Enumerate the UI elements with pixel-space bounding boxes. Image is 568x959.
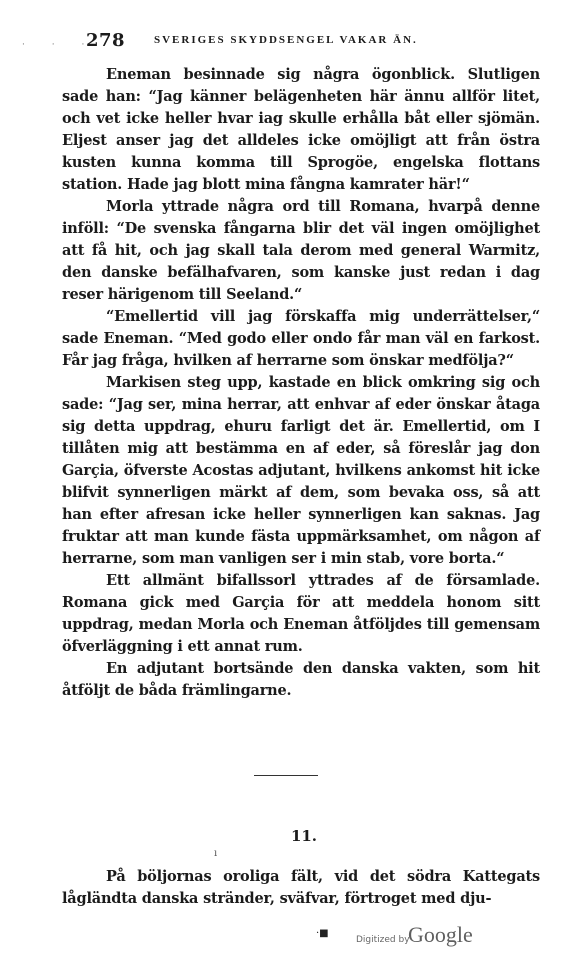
paragraph: Eneman besinnade sig några ögonblick. Slutligen sade han: “Jag känner belägenheten här ännu allför litet, och vet icke heller hvar iag skulle erhålla båt eller sjömän. Eljest anser jag det alldeles icke omöjligt att från östra kusten kunna komma till Sprogöe, engelska flottans station. Hade jag blott mina fångna kamrater här!“ bbox=[62, 66, 540, 193]
page-header bbox=[86, 30, 546, 54]
footer-mark: ·■ bbox=[316, 928, 329, 939]
paragraph: “Emellertid vill jag förskaffa mig underrättelser,“ sade Eneman. “Med godo eller ondo får man väl en farkost. Får jag fråga, hvilken af herrarne som önskar medfölja?“ bbox=[62, 308, 540, 369]
digitized-by-label: Digitized by bbox=[356, 935, 410, 945]
google-logo: Google bbox=[408, 922, 473, 947]
stray-ink-mark: ı bbox=[214, 848, 218, 859]
running-head: SVERIGES SKYDDSENGEL VAKAR ÄN. bbox=[154, 34, 418, 46]
paragraph: Morla yttrade några ord till Romana, hvarpå denne inföll: “De svenska fångarna blir det väl ingen omöjlighet att få hit, och jag skall tala derom med general Warmitz, den danske befälhafvaren, som kanske just redan i dag reser härigenom till Seeland.“ bbox=[62, 198, 540, 303]
page-number: 278 bbox=[86, 30, 126, 51]
chapter-opening bbox=[62, 866, 540, 910]
paragraph: Ett allmänt bifallssorl yttrades af de församlade. Romana gick med Garçia för att meddela honom sitt uppdrag, medan Morla och Eneman åtföljdes till gemensam öfverläggning i ett annat rum. bbox=[62, 572, 540, 655]
digitization-footer bbox=[316, 920, 516, 950]
margin-marks: · · · bbox=[22, 40, 97, 50]
section-divider bbox=[254, 775, 318, 776]
paragraph: En adjutant bortsände den danska vakten, som hit åtföljt de båda främlingarne. bbox=[62, 660, 540, 699]
body-text bbox=[62, 64, 540, 702]
paragraph: Markisen steg upp, kastade en blick omkring sig och sade: “Jag ser, mina herrar, att enhvar af eder önskar åtaga sig detta uppdrag, ehuru farligt det är. Emellertid, om I tillåten mig att bestämma en af eder, så föreslår jag don Garçia, öfverste Acostas adjutant, hvilkens ankomst hit icke blifvit synnerligen märkt af dem, som bevaka oss, så att han efter afresan icke heller synnerligen kan saknas. Jag fruktar att man kunde fästa uppmärksamhet, om någon af herrarne, som man vanligen ser i min stab, vore borta.“ bbox=[62, 374, 540, 567]
chapter-number: 11. bbox=[290, 827, 318, 845]
paragraph: På böljornas oroliga fält, vid det södra Kattegats lågländta danska stränder, sväfvar, förtroget med dju- bbox=[62, 868, 540, 907]
